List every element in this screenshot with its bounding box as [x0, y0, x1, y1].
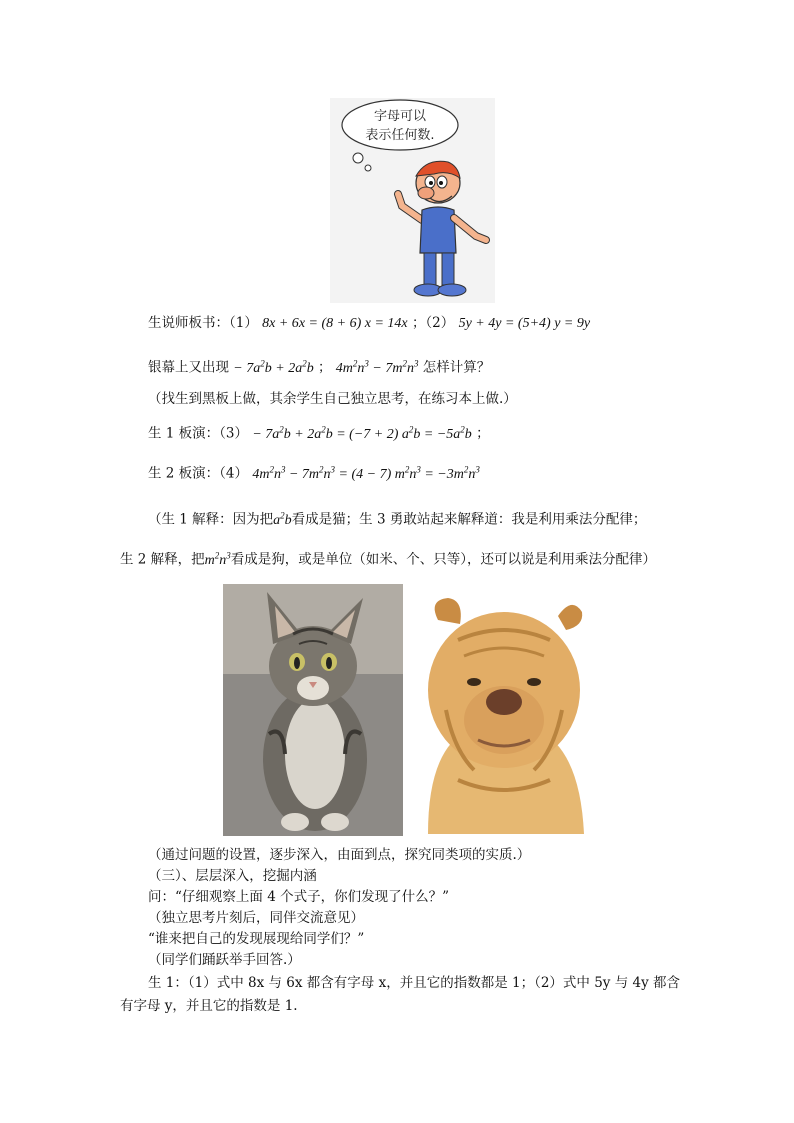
teacher-question: 问：“仔细观察上面 4 个式子，你们发现了什么？” [148, 889, 449, 905]
cat-photo [223, 584, 403, 836]
instruction-line: （找生到黑板上做，其余学生自己独立思考，在练习本上做.） [148, 391, 517, 407]
bubble-line-2: 表示任何数. [365, 128, 435, 143]
student-1-work: 生 1 板演：$(3) - 7a^2b + 2a^2b = (-7 + 2) a^2b = -5a^2b$ ； [148, 424, 490, 442]
cartoon-illustration [330, 98, 495, 303]
equation-2: 5y + 4y = (5+4) y = 9y [458, 316, 591, 331]
equation-4: $4m^2n^3 - 7m^2n^3 = (4 - 7) m^2n^3 = -3m^2n^3$ [252, 464, 480, 482]
explanation-line-1: （生 1 解释：因为把$a^2b$看成是猫；生 3 勇敢站起来解释道：我是利用乘法分配律； [148, 510, 647, 528]
screen-question-line: 银幕上又出现 − $7a^2b + 2a^2b$ ； $4m^2n^3 - 7m^2n^3$ 怎样计算？ [148, 358, 491, 376]
board-writing-line: 生说师板书：（1） 8x + 6x = (8 + 6) x = 14x ；（2） 5y + 4y = (5+4) y = 9y [148, 315, 591, 331]
student-answer-line-1: 生 1：（1）式中 8x 与 6x 都含有字母 x，并且它的指数都是 1；（2）式中 5y 与 4y 都含 [148, 975, 681, 991]
paragraph-discussion: （独立思考片刻后，同伴交流意见） [148, 910, 364, 926]
explanation-line-2: 生 2 解释，把$m^2n^3$看成是狗，或是单位（如米、个、只等），还可以说是利用乘法分配律） [120, 550, 657, 568]
student-answer-line-2: 有字母 y，并且它的指数是 1. [120, 998, 298, 1014]
teacher-prompt: “谁来把自己的发现展现给同学们？” [148, 931, 365, 947]
student-2-work: 生 2 板演：（4） $4m^2n^3 - 7m^2n^3 = (4 - 7) m^2n^3 = -3m^2n^3$ [148, 464, 480, 482]
section-heading: （三）、层层深入，挖掘内涵 [148, 868, 317, 884]
paragraph-response: （同学们踊跃举手回答.） [148, 952, 301, 968]
equation-3: − $7a^2b + 2a^2b = (-7 + 2) a^2b = -5a^2b$ [252, 424, 472, 442]
paragraph-summary: （通过问题的设置，逐步深入，由面到点，探究同类项的实质.） [148, 847, 531, 863]
dog-photo [408, 590, 596, 834]
bubble-line-1: 字母可以 [373, 109, 427, 124]
equation-1: 8x + 6x = (8 + 6) x = 14x [262, 316, 408, 331]
